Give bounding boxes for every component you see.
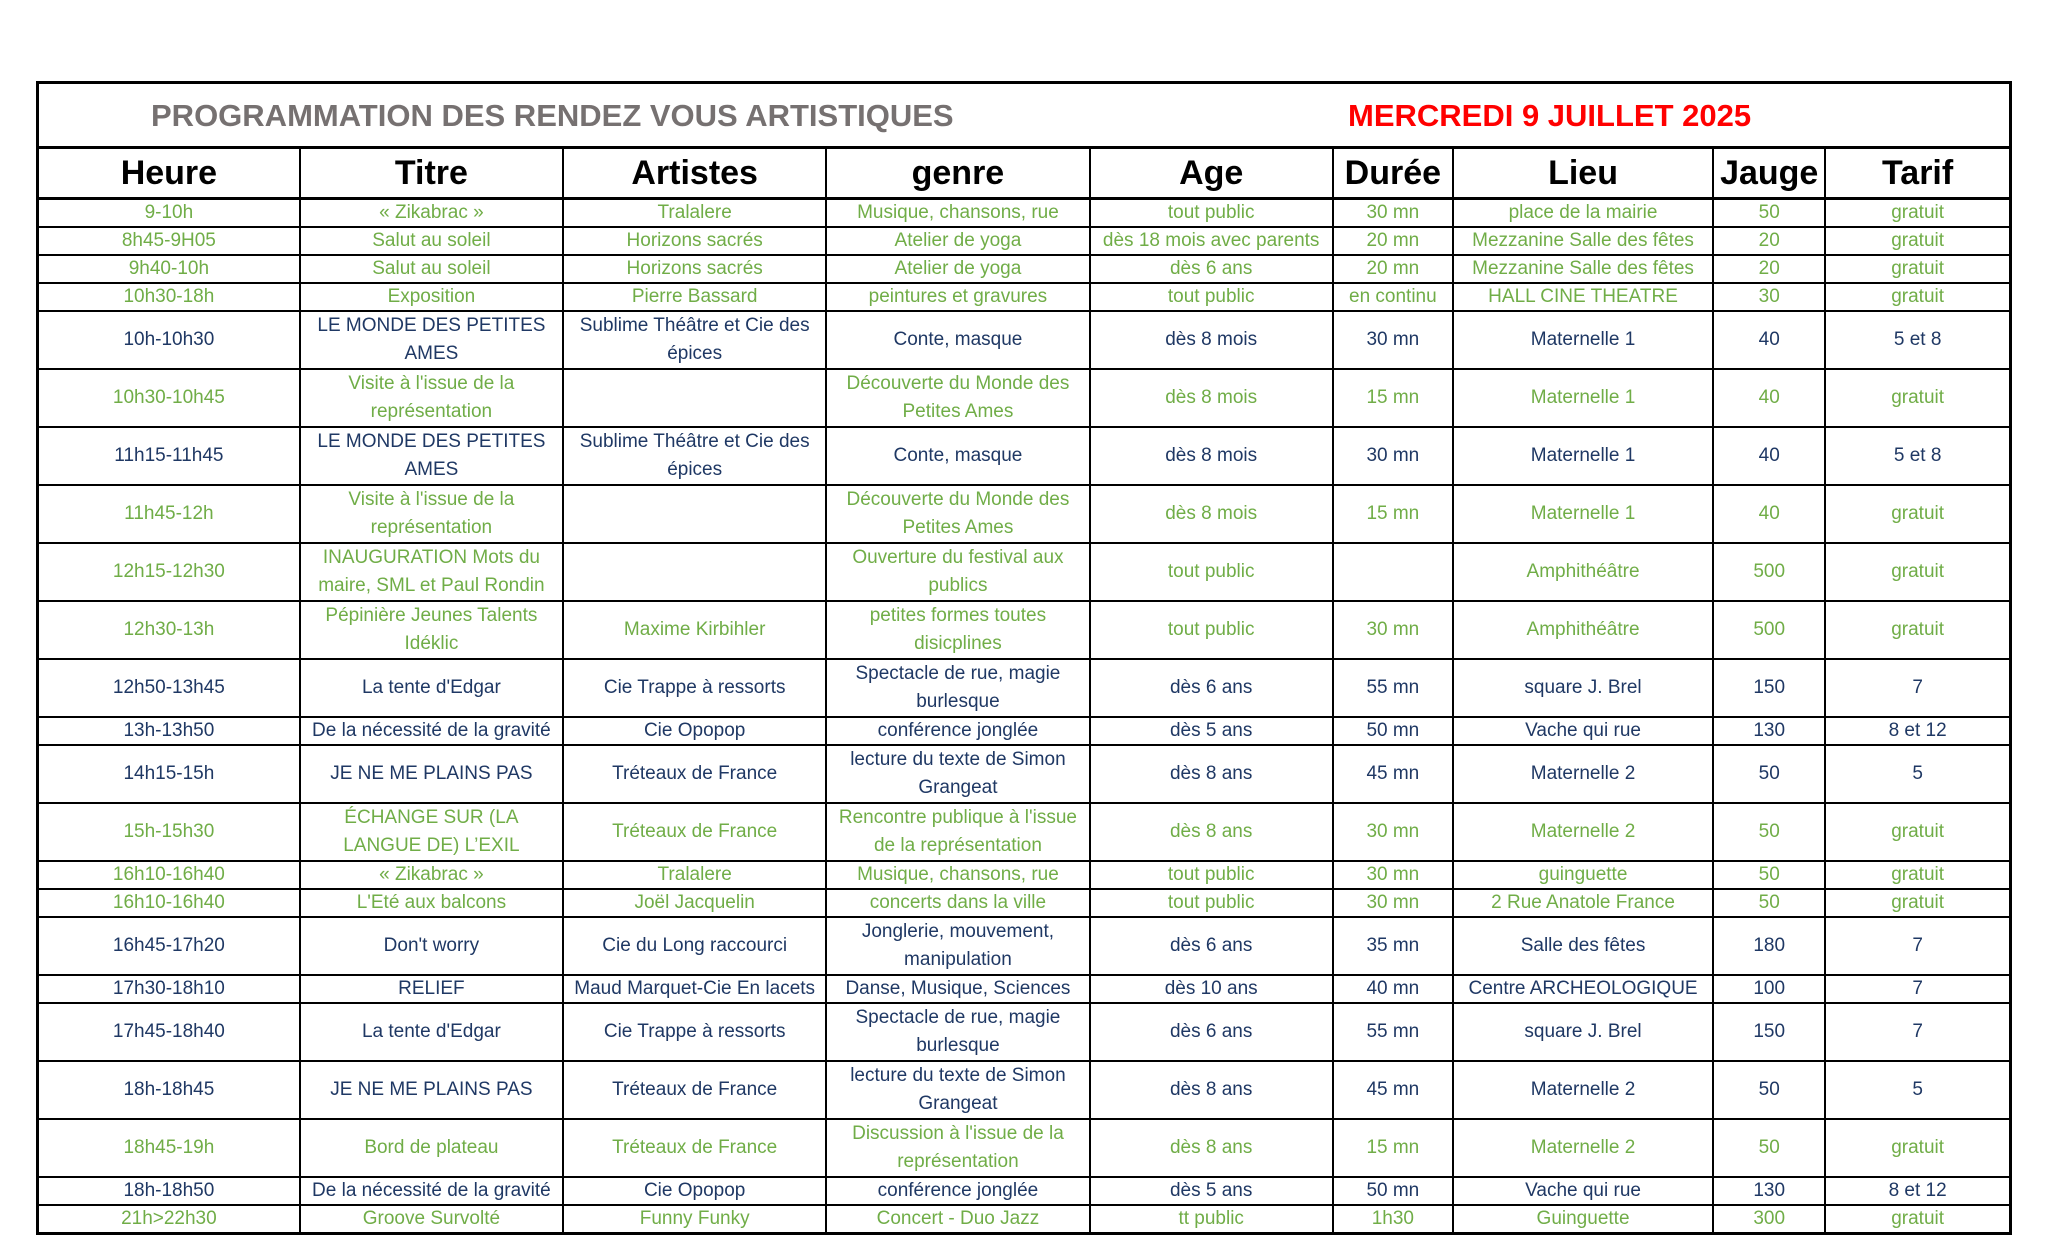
cell-artistes: Tréteaux de France — [563, 803, 826, 861]
cell-duree: 55 mn — [1333, 1003, 1453, 1061]
cell-jauge: 40 — [1713, 427, 1825, 485]
cell-duree: 20 mn — [1333, 255, 1453, 283]
cell-heure: 12h30-13h — [38, 601, 300, 659]
cell-artistes: Sublime Théâtre et Cie des épices — [563, 427, 826, 485]
cell-age: tt public — [1090, 1205, 1333, 1234]
cell-heure: 10h-10h30 — [38, 311, 300, 369]
cell-lieu: Maternelle 1 — [1453, 311, 1713, 369]
cell-artistes — [563, 543, 826, 601]
cell-heure: 16h45-17h20 — [38, 917, 300, 975]
cell-heure: 17h30-18h10 — [38, 975, 300, 1003]
title-cell — [38, 83, 2011, 148]
cell-heure: 12h15-12h30 — [38, 543, 300, 601]
cell-genre: conférence jonglée — [826, 1177, 1089, 1205]
cell-heure: 10h30-10h45 — [38, 369, 300, 427]
cell-jauge: 40 — [1713, 485, 1825, 543]
cell-age: dès 10 ans — [1090, 975, 1333, 1003]
cell-genre: petites formes toutes disicplines — [826, 601, 1089, 659]
cell-jauge: 50 — [1713, 1119, 1825, 1177]
cell-heure: 14h15-15h — [38, 745, 300, 803]
cell-genre: Atelier de yoga — [826, 255, 1089, 283]
cell-heure: 11h45-12h — [38, 485, 300, 543]
table-row — [38, 1177, 2011, 1205]
schedule-sheet — [36, 81, 2012, 1235]
cell-lieu: Vache qui rue — [1453, 1177, 1713, 1205]
cell-artistes: Horizons sacrés — [563, 255, 826, 283]
cell-lieu: Maternelle 1 — [1453, 369, 1713, 427]
cell-genre: Rencontre publique à l'issue de la représentation — [826, 803, 1089, 861]
page-title: PROGRAMMATION DES RENDEZ VOUS ARTISTIQUES — [151, 98, 954, 133]
cell-age: dès 8 ans — [1090, 1061, 1333, 1119]
cell-age: dès 8 mois — [1090, 369, 1333, 427]
column-header-tarif: Tarif — [1825, 148, 2010, 199]
cell-duree: 30 mn — [1333, 427, 1453, 485]
cell-duree: 40 mn — [1333, 975, 1453, 1003]
cell-tarif: gratuit — [1825, 1119, 2010, 1177]
cell-artistes — [563, 369, 826, 427]
cell-age: tout public — [1090, 601, 1333, 659]
cell-duree: 50 mn — [1333, 717, 1453, 745]
cell-tarif: gratuit — [1825, 601, 2010, 659]
schedule-table — [36, 81, 2012, 1235]
cell-jauge: 20 — [1713, 255, 1825, 283]
cell-lieu: Maternelle 2 — [1453, 1119, 1713, 1177]
cell-lieu: Centre ARCHEOLOGIQUE — [1453, 975, 1713, 1003]
cell-jauge: 180 — [1713, 917, 1825, 975]
cell-jauge: 50 — [1713, 1061, 1825, 1119]
cell-duree: 30 mn — [1333, 861, 1453, 889]
cell-age: dès 8 ans — [1090, 745, 1333, 803]
cell-duree: en continu — [1333, 283, 1453, 311]
cell-genre: Spectacle de rue, magie burlesque — [826, 659, 1089, 717]
cell-duree: 30 mn — [1333, 311, 1453, 369]
cell-duree: 30 mn — [1333, 199, 1453, 228]
cell-heure: 18h-18h45 — [38, 1061, 300, 1119]
cell-heure: 9h40-10h — [38, 255, 300, 283]
cell-age: tout public — [1090, 199, 1333, 228]
column-header-duree: Durée — [1333, 148, 1453, 199]
cell-genre: Découverte du Monde des Petites Ames — [826, 485, 1089, 543]
cell-tarif: gratuit — [1825, 803, 2010, 861]
cell-duree: 35 mn — [1333, 917, 1453, 975]
cell-age: dès 6 ans — [1090, 1003, 1333, 1061]
event-date: MERCREDI 9 JUILLET 2025 — [1348, 98, 1752, 133]
cell-jauge: 300 — [1713, 1205, 1825, 1234]
cell-titre: Pépinière Jeunes Talents Idéklic — [300, 601, 563, 659]
cell-titre: « Zikabrac » — [300, 861, 563, 889]
cell-duree: 20 mn — [1333, 227, 1453, 255]
cell-genre: Concert - Duo Jazz — [826, 1205, 1089, 1234]
cell-lieu: 2 Rue Anatole France — [1453, 889, 1713, 917]
table-row — [38, 803, 2011, 861]
cell-age: dès 6 ans — [1090, 255, 1333, 283]
cell-heure: 18h-18h50 — [38, 1177, 300, 1205]
cell-age: dès 8 ans — [1090, 1119, 1333, 1177]
cell-jauge: 150 — [1713, 1003, 1825, 1061]
cell-titre: De la nécessité de la gravité — [300, 717, 563, 745]
cell-artistes: Tréteaux de France — [563, 745, 826, 803]
cell-lieu: Salle des fêtes — [1453, 917, 1713, 975]
cell-genre: Musique, chansons, rue — [826, 861, 1089, 889]
column-header-heure: Heure — [38, 148, 300, 199]
cell-duree: 30 mn — [1333, 803, 1453, 861]
cell-duree: 50 mn — [1333, 1177, 1453, 1205]
cell-lieu: Maternelle 2 — [1453, 1061, 1713, 1119]
cell-jauge: 150 — [1713, 659, 1825, 717]
cell-heure: 13h-13h50 — [38, 717, 300, 745]
cell-artistes: Joël Jacquelin — [563, 889, 826, 917]
cell-age: dès 18 mois avec parents — [1090, 227, 1333, 255]
cell-artistes: Cie Trappe à ressorts — [563, 1003, 826, 1061]
column-header-titre: Titre — [300, 148, 563, 199]
table-row — [38, 427, 2011, 485]
cell-tarif: gratuit — [1825, 485, 2010, 543]
cell-titre: « Zikabrac » — [300, 199, 563, 228]
cell-titre: JE NE ME PLAINS PAS — [300, 745, 563, 803]
table-row — [38, 975, 2011, 1003]
column-header-lieu: Lieu — [1453, 148, 1713, 199]
cell-lieu: Maternelle 1 — [1453, 485, 1713, 543]
cell-jauge: 130 — [1713, 717, 1825, 745]
cell-age: tout public — [1090, 283, 1333, 311]
cell-tarif: 5 et 8 — [1825, 427, 2010, 485]
cell-tarif: gratuit — [1825, 369, 2010, 427]
cell-heure: 18h45-19h — [38, 1119, 300, 1177]
cell-artistes: Cie Trappe à ressorts — [563, 659, 826, 717]
cell-genre: conférence jonglée — [826, 717, 1089, 745]
cell-lieu: Maternelle 2 — [1453, 745, 1713, 803]
cell-heure: 15h-15h30 — [38, 803, 300, 861]
cell-jauge: 40 — [1713, 369, 1825, 427]
cell-genre: lecture du texte de Simon Grangeat — [826, 745, 1089, 803]
cell-titre: RELIEF — [300, 975, 563, 1003]
cell-titre: LE MONDE DES PETITES AMES — [300, 427, 563, 485]
cell-lieu: Guinguette — [1453, 1205, 1713, 1234]
cell-titre: Exposition — [300, 283, 563, 311]
cell-duree: 45 mn — [1333, 745, 1453, 803]
cell-age: tout public — [1090, 543, 1333, 601]
cell-heure: 8h45-9H05 — [38, 227, 300, 255]
cell-titre: La tente d'Edgar — [300, 1003, 563, 1061]
cell-titre: De la nécessité de la gravité — [300, 1177, 563, 1205]
table-row — [38, 917, 2011, 975]
cell-artistes: Tréteaux de France — [563, 1061, 826, 1119]
cell-heure: 12h50-13h45 — [38, 659, 300, 717]
cell-jauge: 500 — [1713, 601, 1825, 659]
cell-age: dès 5 ans — [1090, 717, 1333, 745]
cell-heure: 9-10h — [38, 199, 300, 228]
cell-jauge: 130 — [1713, 1177, 1825, 1205]
cell-tarif: 7 — [1825, 975, 2010, 1003]
cell-genre: peintures et gravures — [826, 283, 1089, 311]
cell-artistes: Maxime Kirbihler — [563, 601, 826, 659]
cell-genre: lecture du texte de Simon Grangeat — [826, 1061, 1089, 1119]
cell-lieu: place de la mairie — [1453, 199, 1713, 228]
cell-age: dès 5 ans — [1090, 1177, 1333, 1205]
column-header-genre: genre — [826, 148, 1089, 199]
table-row — [38, 1003, 2011, 1061]
cell-genre: Découverte du Monde des Petites Ames — [826, 369, 1089, 427]
cell-heure: 16h10-16h40 — [38, 889, 300, 917]
cell-artistes: Maud Marquet-Cie En lacets — [563, 975, 826, 1003]
cell-jauge: 50 — [1713, 745, 1825, 803]
cell-duree: 45 mn — [1333, 1061, 1453, 1119]
cell-jauge: 50 — [1713, 889, 1825, 917]
cell-titre: La tente d'Edgar — [300, 659, 563, 717]
cell-genre: concerts dans la ville — [826, 889, 1089, 917]
cell-lieu: square J. Brel — [1453, 659, 1713, 717]
cell-genre: Conte, masque — [826, 311, 1089, 369]
cell-artistes — [563, 485, 826, 543]
cell-tarif: 5 et 8 — [1825, 311, 2010, 369]
cell-genre: Spectacle de rue, magie burlesque — [826, 1003, 1089, 1061]
cell-tarif: gratuit — [1825, 255, 2010, 283]
cell-artistes: Funny Funky — [563, 1205, 826, 1234]
cell-duree — [1333, 543, 1453, 601]
cell-tarif: gratuit — [1825, 199, 2010, 228]
cell-lieu: Maternelle 1 — [1453, 427, 1713, 485]
table-row — [38, 311, 2011, 369]
cell-tarif: gratuit — [1825, 227, 2010, 255]
cell-age: tout public — [1090, 889, 1333, 917]
cell-titre: Visite à l'issue de la représentation — [300, 369, 563, 427]
cell-jauge: 100 — [1713, 975, 1825, 1003]
cell-titre: Groove Survolté — [300, 1205, 563, 1234]
cell-lieu: Maternelle 2 — [1453, 803, 1713, 861]
cell-genre: Jonglerie, mouvement, manipulation — [826, 917, 1089, 975]
cell-age: dès 8 mois — [1090, 427, 1333, 485]
table-row — [38, 1061, 2011, 1119]
table-row — [38, 889, 2011, 917]
table-row — [38, 659, 2011, 717]
column-header-age: Age — [1090, 148, 1333, 199]
cell-artistes: Tralalere — [563, 861, 826, 889]
cell-lieu: Amphithéâtre — [1453, 543, 1713, 601]
cell-age: dès 8 mois — [1090, 485, 1333, 543]
cell-titre: JE NE ME PLAINS PAS — [300, 1061, 563, 1119]
cell-age: dès 8 mois — [1090, 311, 1333, 369]
cell-duree: 15 mn — [1333, 369, 1453, 427]
cell-jauge: 500 — [1713, 543, 1825, 601]
cell-jauge: 40 — [1713, 311, 1825, 369]
cell-titre: INAUGURATION Mots du maire, SML et Paul Rondin — [300, 543, 563, 601]
cell-artistes: Cie Opopop — [563, 717, 826, 745]
cell-genre: Conte, masque — [826, 427, 1089, 485]
cell-jauge: 50 — [1713, 803, 1825, 861]
cell-jauge: 50 — [1713, 861, 1825, 889]
cell-lieu: Amphithéâtre — [1453, 601, 1713, 659]
cell-titre: LE MONDE DES PETITES AMES — [300, 311, 563, 369]
table-row — [38, 283, 2011, 311]
cell-artistes: Cie Opopop — [563, 1177, 826, 1205]
table-row — [38, 861, 2011, 889]
table-row — [38, 485, 2011, 543]
table-row — [38, 717, 2011, 745]
cell-titre: Salut au soleil — [300, 255, 563, 283]
cell-artistes: Cie du Long raccourci — [563, 917, 826, 975]
cell-titre: Salut au soleil — [300, 227, 563, 255]
cell-duree: 55 mn — [1333, 659, 1453, 717]
cell-genre: Danse, Musique, Sciences — [826, 975, 1089, 1003]
cell-artistes: Tralalere — [563, 199, 826, 228]
cell-titre: ÉCHANGE SUR (LA LANGUE DE) L’EXIL — [300, 803, 563, 861]
table-row — [38, 543, 2011, 601]
table-row — [38, 601, 2011, 659]
cell-tarif: 5 — [1825, 1061, 2010, 1119]
cell-artistes: Sublime Théâtre et Cie des épices — [563, 311, 826, 369]
cell-artistes: Pierre Bassard — [563, 283, 826, 311]
cell-titre: L'Eté aux balcons — [300, 889, 563, 917]
cell-heure: 21h>22h30 — [38, 1205, 300, 1234]
table-row — [38, 745, 2011, 803]
cell-lieu: Mezzanine Salle des fêtes — [1453, 255, 1713, 283]
cell-tarif: gratuit — [1825, 1205, 2010, 1234]
cell-age: dès 6 ans — [1090, 917, 1333, 975]
cell-age: dès 6 ans — [1090, 659, 1333, 717]
cell-heure: 11h15-11h45 — [38, 427, 300, 485]
cell-age: dès 8 ans — [1090, 803, 1333, 861]
cell-genre: Atelier de yoga — [826, 227, 1089, 255]
table-row — [38, 199, 2011, 228]
table-row — [38, 255, 2011, 283]
cell-tarif: 5 — [1825, 745, 2010, 803]
cell-heure: 16h10-16h40 — [38, 861, 300, 889]
cell-genre: Musique, chansons, rue — [826, 199, 1089, 228]
cell-artistes: Horizons sacrés — [563, 227, 826, 255]
cell-tarif: gratuit — [1825, 889, 2010, 917]
cell-lieu: HALL CINE THEATRE — [1453, 283, 1713, 311]
cell-titre: Bord de plateau — [300, 1119, 563, 1177]
column-header-artistes: Artistes — [563, 148, 826, 199]
cell-age: tout public — [1090, 861, 1333, 889]
cell-jauge: 50 — [1713, 199, 1825, 228]
cell-lieu: Vache qui rue — [1453, 717, 1713, 745]
cell-artistes: Tréteaux de France — [563, 1119, 826, 1177]
cell-titre: Visite à l'issue de la représentation — [300, 485, 563, 543]
cell-heure: 17h45-18h40 — [38, 1003, 300, 1061]
cell-lieu: guinguette — [1453, 861, 1713, 889]
cell-duree: 1h30 — [1333, 1205, 1453, 1234]
cell-tarif: gratuit — [1825, 283, 2010, 311]
column-header-jauge: Jauge — [1713, 148, 1825, 199]
cell-tarif: gratuit — [1825, 543, 2010, 601]
table-row — [38, 227, 2011, 255]
cell-titre: Don't worry — [300, 917, 563, 975]
cell-duree: 15 mn — [1333, 485, 1453, 543]
cell-tarif: 7 — [1825, 917, 2010, 975]
cell-jauge: 30 — [1713, 283, 1825, 311]
cell-genre: Discussion à l'issue de la représentation — [826, 1119, 1089, 1177]
cell-lieu: square J. Brel — [1453, 1003, 1713, 1061]
table-row — [38, 369, 2011, 427]
cell-tarif: 8 et 12 — [1825, 717, 2010, 745]
cell-tarif: gratuit — [1825, 861, 2010, 889]
cell-jauge: 20 — [1713, 227, 1825, 255]
cell-lieu: Mezzanine Salle des fêtes — [1453, 227, 1713, 255]
cell-tarif: 7 — [1825, 1003, 2010, 1061]
cell-genre: Ouverture du festival aux publics — [826, 543, 1089, 601]
cell-tarif: 8 et 12 — [1825, 1177, 2010, 1205]
cell-duree: 15 mn — [1333, 1119, 1453, 1177]
cell-duree: 30 mn — [1333, 601, 1453, 659]
title-row — [38, 83, 2011, 148]
column-header-row — [38, 148, 2011, 199]
table-row — [38, 1205, 2011, 1234]
cell-tarif: 7 — [1825, 659, 2010, 717]
table-row — [38, 1119, 2011, 1177]
cell-heure: 10h30-18h — [38, 283, 300, 311]
cell-duree: 30 mn — [1333, 889, 1453, 917]
